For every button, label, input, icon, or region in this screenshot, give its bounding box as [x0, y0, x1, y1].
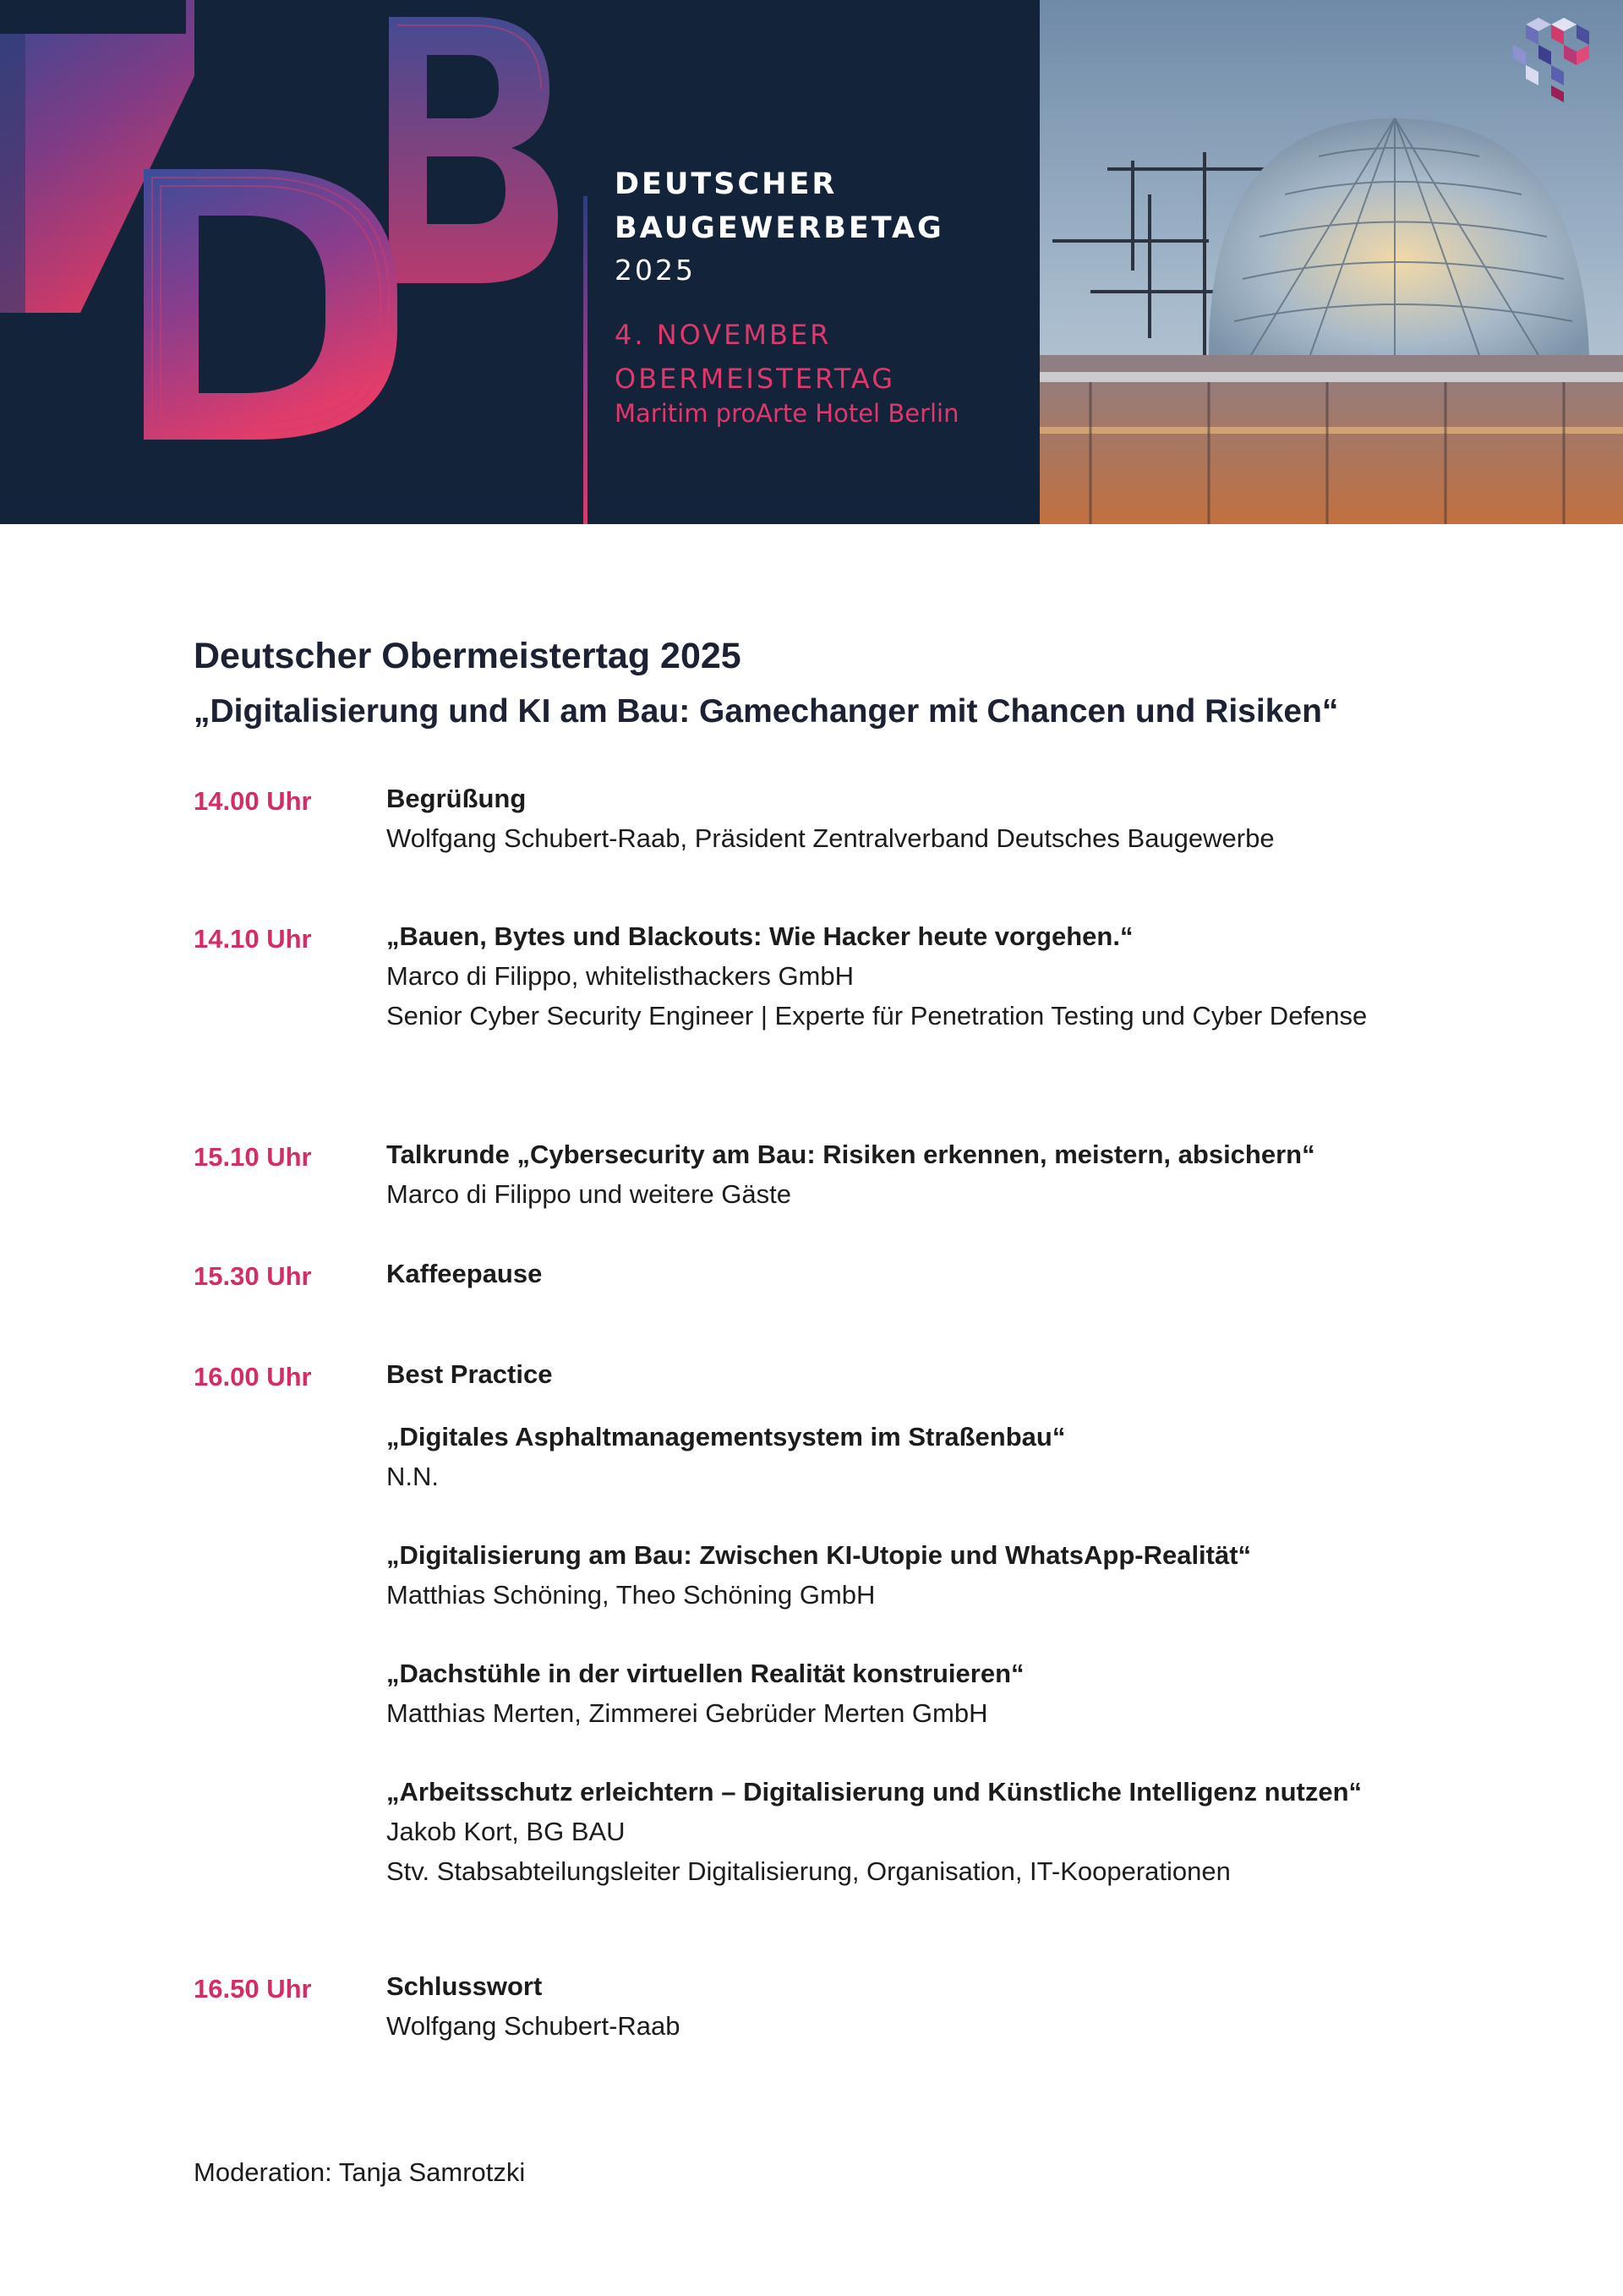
- event-year: 2025: [615, 254, 696, 287]
- agenda-item-title: Begrüßung: [386, 784, 527, 813]
- agenda-time: 16.00 Uhr: [194, 1362, 312, 1391]
- zdb-logo-icon: [0, 0, 609, 524]
- agenda-item-detail: Wolfgang Schubert-Raab: [386, 2011, 680, 2041]
- page-subtitle: „Digitalisierung und KI am Bau: Gamechanger mit Chancen und Risiken“: [194, 693, 1339, 730]
- agenda-item-title: „Bauen, Bytes und Blackouts: Wie Hacker heute vorgehen.“: [386, 921, 1134, 951]
- agenda-time: 15.10 Uhr: [194, 1142, 312, 1172]
- best-practice-detail: N.N.: [386, 1462, 439, 1491]
- event-name: [615, 162, 944, 250]
- best-practice-title: „Digitales Asphaltmanagementsystem im Straßenbau“: [386, 1422, 1066, 1451]
- agenda-time: 15.30 Uhr: [194, 1261, 312, 1291]
- event-date-line2: OBERMEISTERTAG: [615, 363, 896, 395]
- agenda-item: [386, 1354, 1426, 1394]
- best-practice-title: „Arbeitsschutz erleichtern – Digitalisierung und Künstliche Intelligenz nutzen“: [386, 1777, 1363, 1807]
- agenda-time: 14.10 Uhr: [194, 924, 312, 954]
- agenda-item-detail: Wolfgang Schubert-Raab, Präsident Zentralverband Deutsches Baugewerbe: [386, 823, 1275, 853]
- best-practice-item: [386, 1417, 1426, 1496]
- best-practice-item: [386, 1535, 1426, 1615]
- agenda-item-title: Talkrunde „Cybersecurity am Bau: Risiken erkennen, meistern, absichern“: [386, 1140, 1315, 1169]
- moderation-note: Moderation: Tanja Samrotzki: [194, 2157, 526, 2187]
- event-name-line1: DEUTSCHER: [615, 167, 838, 201]
- event-name-line2: BAUGEWERBETAG: [615, 211, 944, 245]
- agenda-item-detail: Marco di Filippo und weitere Gäste: [386, 1179, 792, 1209]
- agenda-item-title: Kaffeepause: [386, 1259, 543, 1288]
- agenda-item: [386, 1966, 1426, 2046]
- agenda-time: 14.00 Uhr: [194, 786, 312, 816]
- event-date: [615, 313, 895, 401]
- agenda-time: 16.50 Uhr: [194, 1974, 312, 2004]
- best-practice-detail: Stv. Stabsabteilungsleiter Digitalisierung, Organisation, IT-Kooperationen: [386, 1856, 1231, 1886]
- page-title: Deutscher Obermeistertag 2025: [194, 636, 741, 676]
- agenda-item: [386, 916, 1426, 1036]
- agenda-item-title: Best Practice: [386, 1359, 553, 1389]
- agenda-item-title: Schlusswort: [386, 1971, 543, 2001]
- header-divider: [583, 196, 587, 524]
- event-venue: Maritim proArte Hotel Berlin: [615, 399, 959, 428]
- best-practice-title: „Digitalisierung am Bau: Zwischen KI-Utopie und WhatsApp-Realität“: [386, 1540, 1252, 1570]
- zdb-cube-logo-icon: [1500, 14, 1602, 107]
- best-practice-detail: Matthias Schöning, Theo Schöning GmbH: [386, 1580, 876, 1610]
- agenda-item-detail: Marco di Filippo, whitelisthackers GmbH: [386, 961, 855, 991]
- agenda-item-detail: Senior Cyber Security Engineer | Experte für Penetration Testing und Cyber Defense: [386, 1001, 1368, 1030]
- agenda-item: [386, 779, 1426, 858]
- best-practice-detail: Matthias Merten, Zimmerei Gebrüder Merten GmbH: [386, 1698, 988, 1728]
- event-date-line1: 4. NOVEMBER: [615, 319, 832, 351]
- agenda-item: [386, 1254, 1426, 1293]
- header-banner: [0, 0, 1623, 524]
- best-practice-item: [386, 1654, 1426, 1733]
- best-practice-detail: Jakob Kort, BG BAU: [386, 1817, 626, 1846]
- best-practice-item: [386, 1772, 1426, 1891]
- agenda-item: [386, 1134, 1426, 1214]
- best-practice-title: „Dachstühle in der virtuellen Realität konstruieren“: [386, 1659, 1025, 1688]
